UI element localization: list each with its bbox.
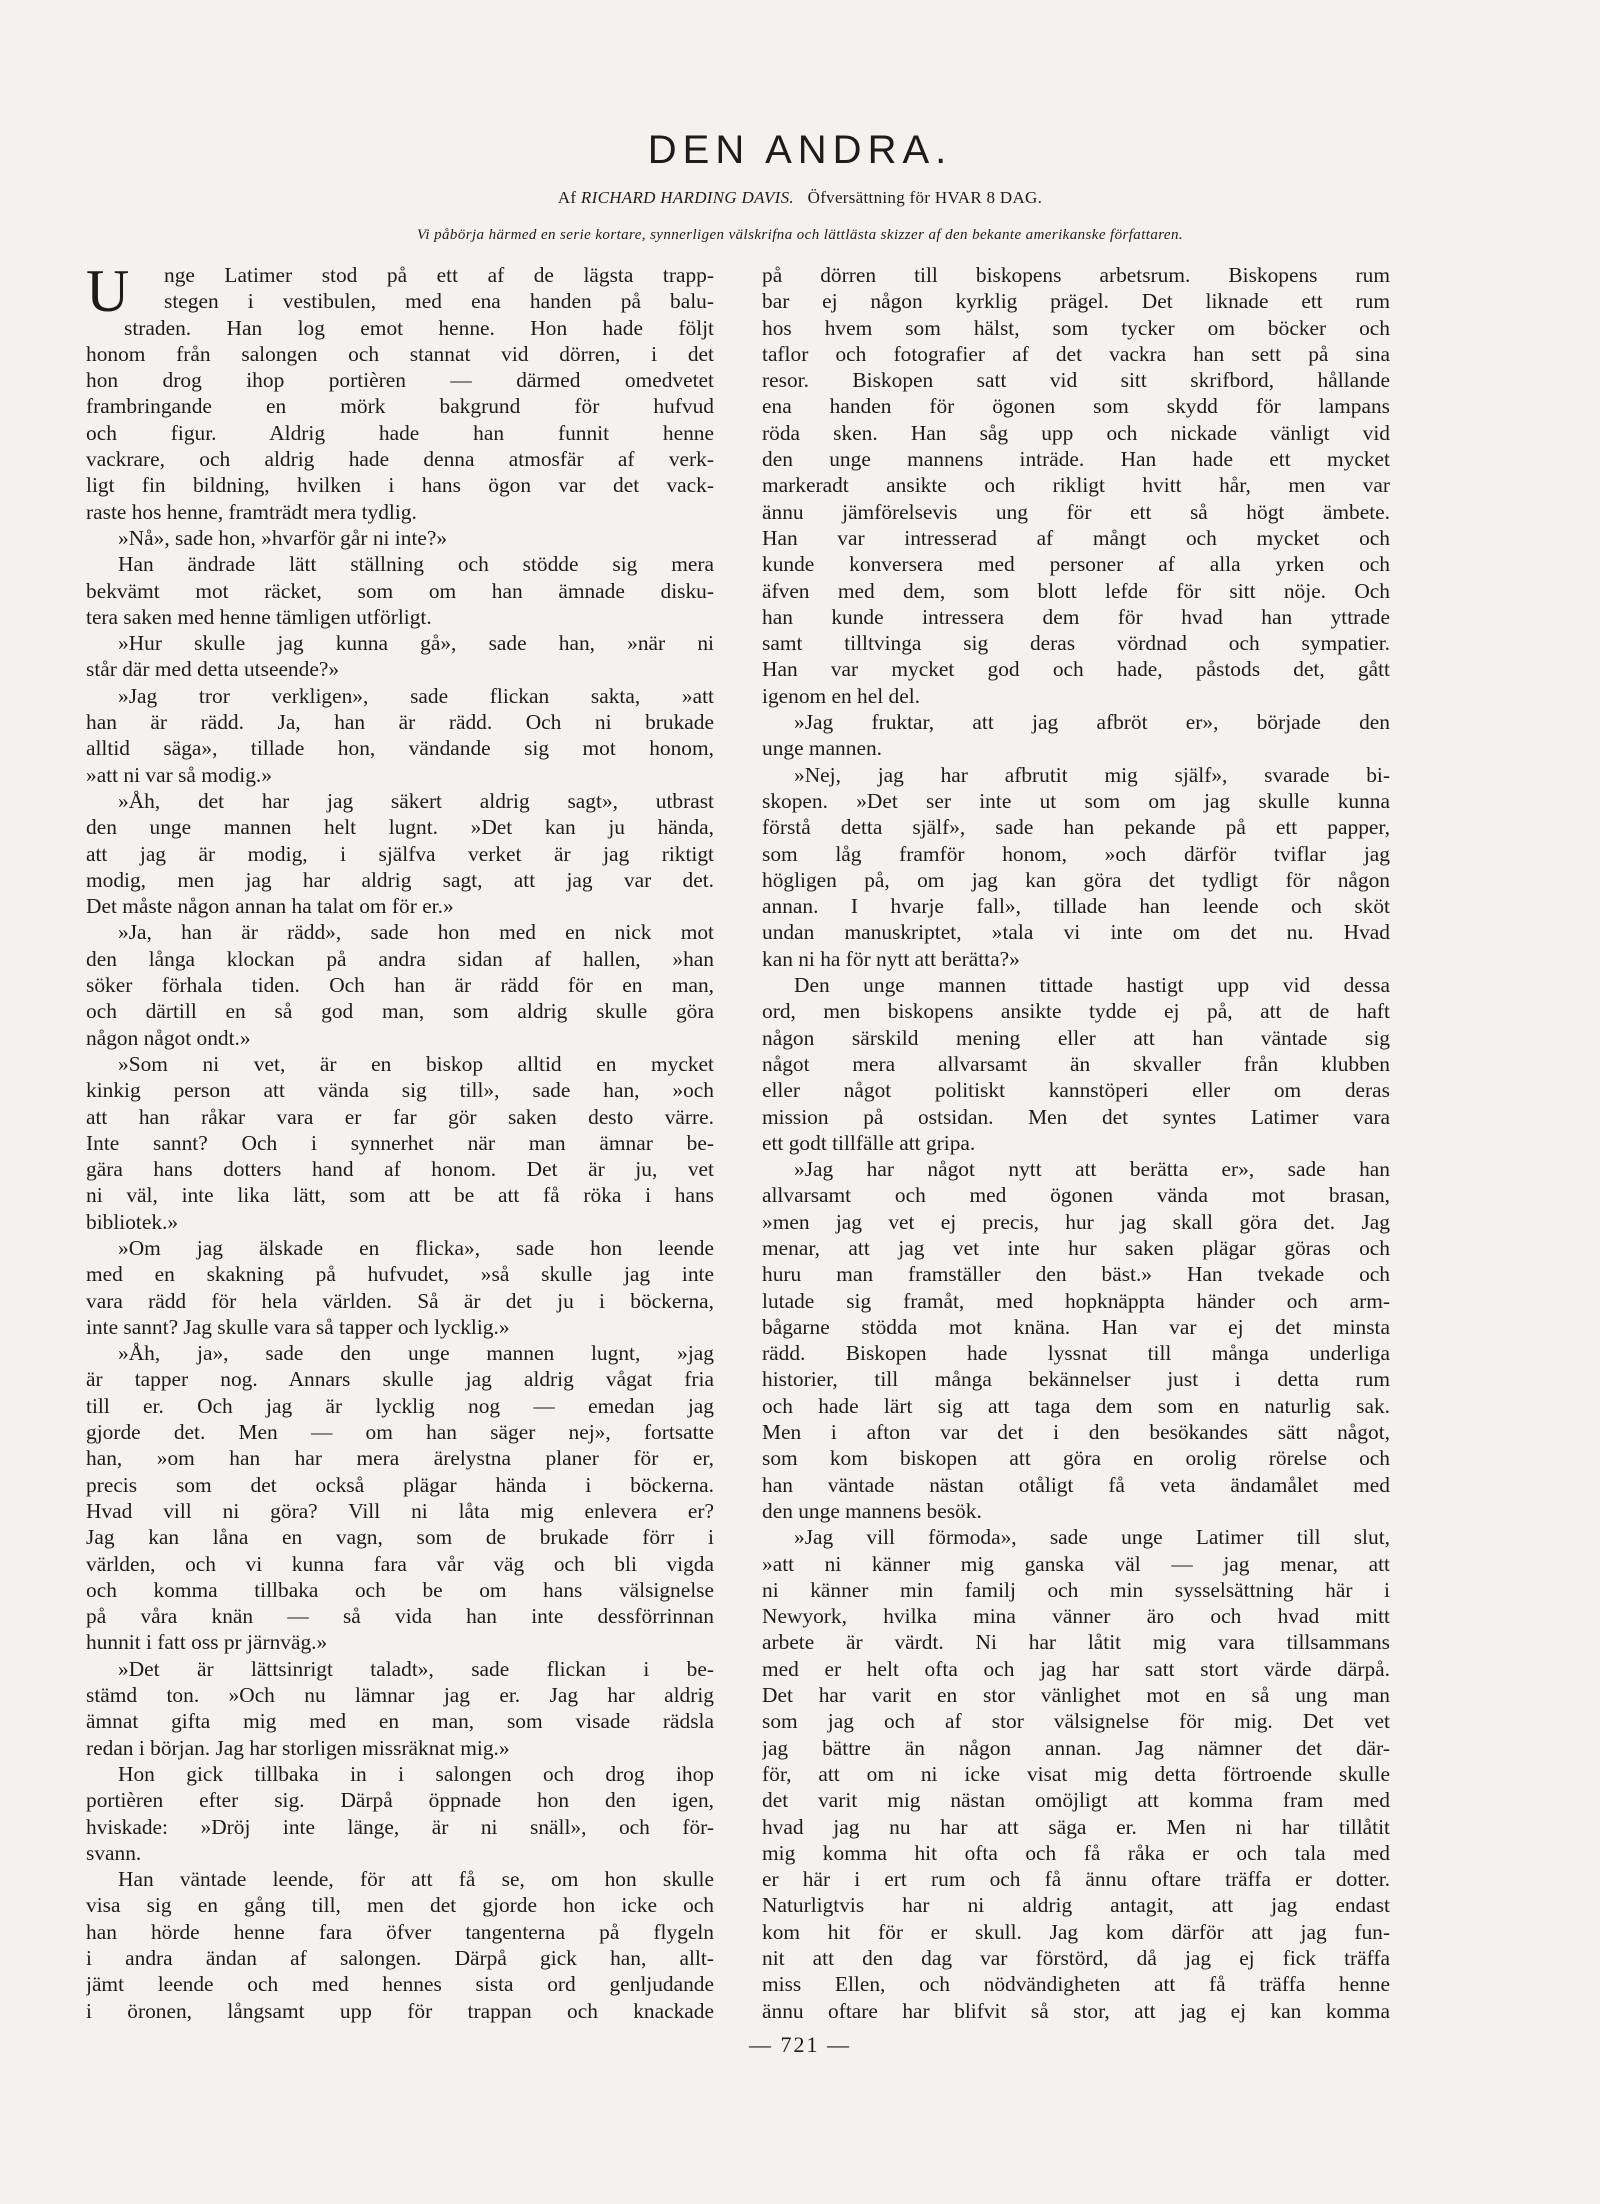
text-line: bekvämt mot räcket, som om han ämnade disku- (86, 578, 714, 603)
text-line: »men jag vet ej precis, hur jag skall göra det. Jag (762, 1209, 1390, 1234)
text-line: att jag är modig, i själfva verket är jag riktigt (86, 841, 714, 866)
text-line: historier, till många bekännelser just i detta rum (762, 1367, 1390, 1392)
text-line: hos hvem som hälst, som tycker om böcker och (762, 315, 1390, 340)
text-line: mission på ostsidan. Men det syntes Latimer vara (762, 1104, 1390, 1129)
text-line: någon särskild mening eller att han väntade sig (762, 1025, 1390, 1050)
text-line: Newyork, hvilka mina vänner äro och hvad mitt (762, 1604, 1390, 1629)
text-line: hunnit i fatt oss pr järnväg.» (86, 1630, 328, 1655)
text-line: Det måste någon annan ha talat om för er.» (86, 894, 454, 919)
text-line: till er. Och jag är lycklig nog — emedan jag (86, 1393, 714, 1418)
text-line: han är rädd. Ja, han är rädd. Och ni brukade (86, 710, 714, 735)
text-line: Men i afton var det i den besökandes sätt något, (762, 1420, 1390, 1445)
text-line: ord, men biskopens ansikte tydde ej på, att de haft (762, 999, 1390, 1024)
text-line: och hade lärt sig att taga dem som en naturlig sak. (762, 1393, 1390, 1418)
text-line: det varit mig nästan omöjligt att komma fram med (762, 1788, 1390, 1813)
text-line: ni känner min familj och min sysselsättning här i (762, 1577, 1390, 1602)
right-column (762, 262, 1390, 2024)
text-line: vackrare, och aldrig hade denna atmosfär af verk- (86, 447, 714, 472)
text-line: nge Latimer stod på ett af de lägsta trapp- (164, 263, 714, 287)
text-line: med er helt ofta och jag har satt stort värde därpå. (762, 1656, 1390, 1681)
text-line: Den unge mannen tittade hastigt upp vid dessa (794, 973, 1390, 998)
text-line: jämt leende och med hennes sista ord genljudande (86, 1972, 714, 1997)
text-line: hviskade: »Dröj inte länge, är ni snäll», och för- (86, 1814, 714, 1839)
text-line: nit att den dag var förstörd, då jag ej fick träffa (762, 1946, 1390, 1970)
text-line: visa sig en gång till, men det gjorde hon icke och (86, 1893, 714, 1918)
text-line: och figur. Aldrig hade han funnit henne (86, 420, 714, 445)
text-line: Hvad vill ni göra? Vill ni låta mig enlevera er? (86, 1498, 714, 1523)
text-line: som kom biskopen att göra en orolig rörelse och (762, 1446, 1390, 1471)
drop-cap: U (86, 258, 130, 324)
text-line: eller något politiskt kannstöperi eller om deras (762, 1078, 1390, 1103)
text-line: »Nej, jag har afbrutit mig själf», svarade bi- (794, 762, 1390, 787)
text-line: som jag och af stor välsignelse för mig. Det vet (762, 1709, 1390, 1734)
text-line: den unge mannens besök. (762, 1498, 982, 1523)
text-line: han, »om han har mera ärelystna planer för er, (86, 1446, 714, 1471)
text-line: världen, och vi kunna fara vår väg och bli vigda (86, 1551, 714, 1576)
text-line: att han råkar vara er far gör saken desto värre. (86, 1104, 714, 1129)
text-line: söker förhala tiden. Och han är rädd för en man, (86, 973, 714, 998)
text-line: »Om jag älskade en flicka», sade hon leende (118, 1235, 714, 1260)
text-line: den långa klockan på andra sidan af hallen, »han (86, 946, 714, 971)
text-line: han väntade nästan otåligt få veta ändamålet med (762, 1472, 1390, 1497)
text-line: hvad jag nu har att säga er. Men ni har tillåtit (762, 1814, 1390, 1839)
text-line: markeradt ansikte och rikligt hvitt hår, men var (762, 473, 1390, 498)
text-line: ena handen för ögonen som skydd för lampans (762, 394, 1390, 419)
text-line: »Jag vill förmoda», sade unge Latimer till slut, (794, 1525, 1390, 1550)
text-line: är tapper nog. Annars skulle jag aldrig vågat fria (86, 1367, 714, 1392)
text-line: ett godt tillfälle att gripa. (762, 1130, 976, 1155)
text-line: gära hans dotters hand af honom. Det är ju, vet (86, 1157, 714, 1182)
page-number: — 721 — (749, 2032, 851, 2057)
text-line: miss Ellen, och nödvändigheten att få träffa henne (762, 1972, 1390, 1997)
text-line: Han väntade leende, för att få se, om hon skulle (118, 1867, 714, 1892)
text-line: ligt fin bildning, hvilken i hans ögon var det vack- (86, 473, 714, 498)
text-line: ännu jämförelsevis ung för ett så högt ämbete. (762, 499, 1390, 524)
text-line: något mera allvarsamt än skvaller från klubben (762, 1051, 1390, 1076)
text-line: »Jag tror verkligen», sade flickan sakta, »att (118, 683, 714, 708)
text-line: med en skakning på hufvudet, »så skulle jag inte (86, 1262, 714, 1287)
text-line: precis som det också plägar hända i böckerna. (86, 1472, 714, 1497)
text-line: »Jag har något nytt att berätta er», sade han (794, 1157, 1390, 1182)
text-line: ämnat gifta mig med en man, som visade rädsla (86, 1709, 714, 1734)
text-line: rädd. Biskopen hade lyssnat till många underliga (762, 1341, 1390, 1366)
text-line: igenom en hel del. (762, 683, 921, 708)
text-line: tera saken med henne tämligen utförligt. (86, 604, 432, 629)
text-line: bar ej någon kyrklig prägel. Det liknade ett rum (762, 289, 1390, 314)
text-line: och därtill en så god man, som aldrig skulle göra (86, 999, 714, 1024)
text-line: Han var mycket god och hade, påstods det, gått (762, 657, 1390, 682)
text-line: i andra ändan af salongen. Därpå gick han, allt- (86, 1946, 714, 1970)
text-line: alltid säga», tillade hon, vändande sig mot honom, (86, 736, 714, 761)
text-line: huru man framställer den bäst.» Han tvekade och (762, 1262, 1390, 1287)
text-line: kan ni ha för nytt att berätta?» (762, 946, 1020, 971)
text-line: den unge mannens inträde. Han hade ett mycket (762, 447, 1390, 472)
text-line: bågarne stödda mot knäna. Han var ej det minsta (762, 1314, 1390, 1339)
text-line: står där med detta utseende?» (86, 657, 340, 682)
text-line: bibliotek.» (86, 1209, 179, 1234)
text-line: allvarsamt och med ögonen vända mot brasan, (762, 1183, 1390, 1208)
article-title: DEN ANDRA. (647, 128, 953, 172)
text-line: stämd ton. »Och nu lämnar jag er. Jag har aldrig (86, 1683, 714, 1708)
text-line: förstå detta själf», sade han pekande på ett papper, (762, 815, 1390, 840)
text-line: honom från salongen och stannat vid dörren, i det (86, 341, 714, 366)
text-line: »Jag fruktar, att jag afbröt er», började den (794, 710, 1390, 735)
text-line: er här i ert rum och få ännu oftare träffa er dotter. (762, 1867, 1390, 1892)
left-column (86, 258, 714, 2024)
text-line: »Nå», sade hon, »hvarför går ni inte?» (118, 525, 448, 550)
author-name: RICHARD HARDING DAVIS. (580, 188, 794, 207)
text-line: »att ni känner mig ganska väl — jag menar, att (762, 1551, 1390, 1576)
text-line: stegen i vestibulen, med ena handen på balu- (164, 289, 714, 314)
text-line: Jag kan låna en vagn, som de brukade förr i (86, 1525, 714, 1550)
left-column-lines (86, 258, 714, 2024)
byline (0, 188, 1600, 208)
text-line: arbete är värdt. Ni har låtit mig vara tillsammans (762, 1630, 1390, 1655)
text-line: undan manuskriptet, »tala vi inte om det nu. Hvad (762, 920, 1390, 945)
text-line: modig, men jag har aldrig sagt, att jag var det. (86, 867, 714, 892)
text-line: Hon gick tillbaka in i salongen och drog ihop (118, 1761, 714, 1786)
text-line: straden. Han log emot henne. Hon hade följt (124, 315, 714, 340)
text-line: taflor och fotografier af det vackra han sett på sina (762, 341, 1390, 366)
translation-note: Öfversättning för HVAR 8 DAG. (807, 188, 1043, 207)
text-line: Naturligtvis har ni aldrig antagit, att jag endast (762, 1893, 1390, 1918)
text-line: Det har varit en stor vänlighet mot en så ung man (762, 1683, 1390, 1708)
text-line: »Hur skulle jag kunna gå», sade han, »när ni (118, 631, 714, 656)
text-line: mig komma hit ofta och få råka er och tala med (762, 1840, 1390, 1865)
text-line: han hörde henne fara öfver tangenterna på flygeln (86, 1919, 714, 1944)
text-line: röda sken. Han såg upp och nickade vänligt vid (762, 420, 1390, 445)
text-line: frambringande en mörk bakgrund för hufvud (86, 394, 714, 419)
text-line: kinkig person att vända sig till», sade han, »och (86, 1078, 714, 1103)
text-line: för, att om ni icke visat mig detta förtroende skulle (762, 1761, 1390, 1786)
text-line: vara rädd för hela världen. Så är det ju i böckerna, (86, 1288, 714, 1313)
text-line: ännu oftare har blifvit så stor, att jag ej kan komma (762, 1998, 1390, 2023)
byline-prefix: Af (557, 188, 577, 207)
text-line: menar, att jag vet inte hur saken plägar göras och (762, 1235, 1390, 1260)
text-line: han kunde intressera dem för hvad han yttrade (762, 604, 1390, 629)
text-line: äfven med dem, som blott lefde för sitt nöje. Och (762, 578, 1390, 603)
text-line: samt tilltvinga sig deras vördnad och sympatier. (762, 631, 1390, 656)
text-line: »att ni var så modig.» (86, 762, 272, 787)
text-line: hon drog ihop portièren — därmed omedvetet (86, 368, 714, 393)
text-line: Inte sannt? Och i synnerhet när man ämnar be- (86, 1130, 714, 1155)
text-line: »Åh, det har jag säkert aldrig sagt», utbrast (118, 788, 714, 813)
text-line: i öronen, långsamt upp för trappan och knackade (86, 1998, 714, 2023)
text-line: portièren efter sig. Därpå öppnade hon den igen, (86, 1788, 714, 1813)
text-line: jag bättre än någon annan. Jag nämner det där- (762, 1735, 1390, 1760)
text-line: raste hos henne, framträdt mera tydlig. (86, 499, 417, 524)
article-intro: Vi påbörja härmed en serie kortare, synnerligen välskrifna och lättlästa skizzer af den bekante amerikanske författaren. (416, 227, 1184, 243)
text-line: och komma tillbaka och be om hans välsignelse (86, 1577, 714, 1602)
text-line: Han var intresserad af mångt och mycket och (762, 525, 1390, 550)
text-line: inte sannt? Jag skulle vara så tapper och lycklig.» (86, 1314, 510, 1339)
text-line: ni väl, inte lika lätt, som att be att få röka i hans (86, 1183, 714, 1208)
text-line: lutade sig framåt, med hopknäppta händer och arm- (762, 1288, 1390, 1313)
text-line: »Ja, han är rädd», sade hon med en nick mot (118, 920, 714, 945)
text-line: högligen på, om jag kan göra det tydligt för någon (762, 867, 1390, 892)
text-line: svann. (86, 1840, 142, 1865)
text-line: någon något ondt.» (86, 1025, 251, 1050)
text-line: den unge mannen helt lugnt. »Det kan ju hända, (86, 815, 714, 840)
text-line: kunde konversera med personer af alla yrken och (762, 552, 1390, 577)
text-line: på dörren till biskopens arbetsrum. Biskopens rum (762, 263, 1390, 287)
text-line: resor. Biskopen satt vid sitt skrifbord, hållande (762, 368, 1390, 393)
text-line: kom hit för er skull. Jag kom därför att jag fun- (762, 1919, 1390, 1944)
text-line: »Åh, ja», sade den unge mannen lugnt, »jag (118, 1341, 714, 1366)
text-line: som låg framför honom, »och därför tviflar jag (762, 841, 1390, 866)
text-line: gjorde det. Men — om han säger nej», fortsatte (86, 1420, 714, 1445)
text-line: på våra knän — så vida han inte dessförrinnan (86, 1604, 714, 1629)
text-line: unge mannen. (762, 736, 882, 761)
text-line: Han ändrade lätt ställning och stödde sig mera (118, 552, 714, 577)
text-line: »Som ni vet, är en biskop alltid en mycket (118, 1051, 714, 1076)
right-column-lines (762, 262, 1390, 2024)
text-line: »Det är lättsinrigt taladt», sade flickan i be- (118, 1656, 714, 1681)
text-line: annan. I hvarje fall», tillade han leende och sköt (762, 894, 1390, 919)
text-line: redan i början. Jag har storligen missräknat mig.» (86, 1735, 510, 1760)
text-line: skopen. »Det ser inte ut som om jag skulle kunna (762, 788, 1390, 813)
